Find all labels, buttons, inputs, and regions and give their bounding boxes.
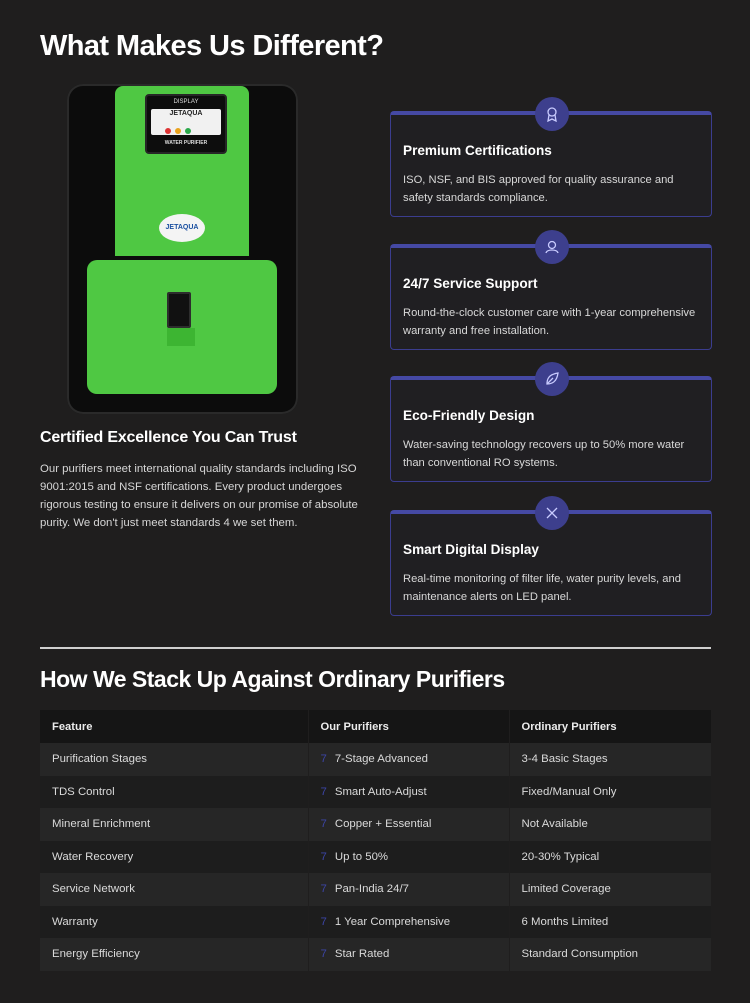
row-ordinary: Standard Consumption: [509, 938, 711, 971]
row-ordinary: Limited Coverage: [509, 873, 711, 906]
feature-description: Real-time monitoring of filter life, water purity levels, and maintenance alerts on LED panel.: [403, 573, 681, 603]
check-icon: 7: [320, 785, 327, 798]
table-header-row: [40, 710, 711, 743]
row-ordinary: Not Available: [509, 808, 711, 841]
product-tap-base: [167, 328, 195, 346]
row-feature: Water Recovery: [40, 841, 308, 874]
column-header-feature: Feature: [40, 710, 308, 743]
row-ours: [308, 906, 509, 939]
row-ordinary: 6 Months Limited: [509, 906, 711, 939]
trust-heading: Certified Excellence You Can Trust: [40, 429, 297, 446]
column-header-ordinary: Ordinary Purifiers: [509, 710, 711, 743]
display-screen: [151, 109, 221, 135]
row-ours: [308, 743, 509, 776]
row-ours-value: Pan-India 24/7: [334, 883, 409, 896]
section-title: What Makes Us Different?: [40, 30, 384, 62]
check-icon: 7: [320, 850, 327, 863]
feature-card: [390, 510, 712, 616]
row-ours: [308, 938, 509, 971]
comparison-title: How We Stack Up Against Ordinary Purifiers: [40, 666, 505, 692]
feature-card: [390, 111, 712, 217]
feature-title: Smart Digital Display: [403, 542, 539, 557]
section-divider: [40, 647, 711, 649]
row-feature: Energy Efficiency: [40, 938, 308, 971]
row-feature: TDS Control: [40, 776, 308, 809]
feature-description: Water-saving technology recovers up to 50% more water than conventional RO systems.: [403, 439, 685, 469]
table-row: [40, 743, 711, 776]
display-label: DISPLAY: [173, 99, 199, 105]
row-ours: [308, 776, 509, 809]
row-feature: Warranty: [40, 906, 308, 939]
row-ours: [308, 873, 509, 906]
product-display-panel: [145, 94, 227, 154]
feature-description: Round-the-clock customer care with 1-year comprehensive warranty and free installation.: [403, 307, 696, 337]
row-ordinary: 20-30% Typical: [509, 841, 711, 874]
row-ours: [308, 841, 509, 874]
row-feature: Service Network: [40, 873, 308, 906]
product-image: [67, 84, 298, 414]
table-row: [40, 776, 711, 809]
check-icon: 7: [320, 883, 327, 896]
row-ordinary: Fixed/Manual Only: [509, 776, 711, 809]
display-brand: JETAQUA: [169, 110, 203, 117]
table-row: [40, 841, 711, 874]
support-icon: [535, 230, 569, 264]
row-feature: Mineral Enrichment: [40, 808, 308, 841]
check-icon: 7: [320, 753, 327, 766]
display-icon: [535, 496, 569, 530]
product-logo: JETAQUA: [159, 214, 205, 242]
check-icon: 7: [320, 818, 327, 831]
table-row: [40, 873, 711, 906]
row-ours: [308, 808, 509, 841]
feature-title: 24/7 Service Support: [403, 276, 538, 291]
row-ordinary: 3-4 Basic Stages: [509, 743, 711, 776]
trust-paragraph: Our purifiers meet international quality standards including ISO 9001:2015 and NSF certifications. Every product undergoes rigorous testing to ensure it delivers on our promise of absolute purity. We don't just meet standards 4 we set them.: [40, 463, 358, 529]
feature-title: Premium Certifications: [403, 143, 552, 158]
row-ours-value: Copper + Essential: [334, 818, 432, 831]
row-ours-value: 1 Year Comprehensive: [334, 915, 451, 928]
feature-card: [390, 244, 712, 350]
product-tap: [167, 292, 191, 328]
column-header-ours: Our Purifiers: [308, 710, 509, 743]
feature-card: [390, 376, 712, 482]
row-feature: Purification Stages: [40, 743, 308, 776]
table-row: [40, 938, 711, 971]
feature-description: ISO, NSF, and BIS approved for quality assurance and safety standards compliance.: [403, 174, 674, 204]
row-ours-value: 7-Stage Advanced: [334, 753, 428, 766]
comparison-table: [40, 710, 711, 971]
check-icon: 7: [320, 915, 327, 928]
feature-title: Eco-Friendly Design: [403, 408, 535, 423]
row-ours-value: Smart Auto-Adjust: [334, 785, 427, 798]
check-icon: 7: [320, 948, 327, 961]
display-model: WATER PURIFIER: [164, 140, 208, 146]
table-row: [40, 906, 711, 939]
row-ours-value: Star Rated: [334, 948, 390, 961]
table-row: [40, 808, 711, 841]
certificate-icon: [535, 97, 569, 131]
leaf-icon: [535, 362, 569, 396]
row-ours-value: Up to 50%: [334, 850, 389, 863]
display-indicators: [165, 121, 195, 139]
